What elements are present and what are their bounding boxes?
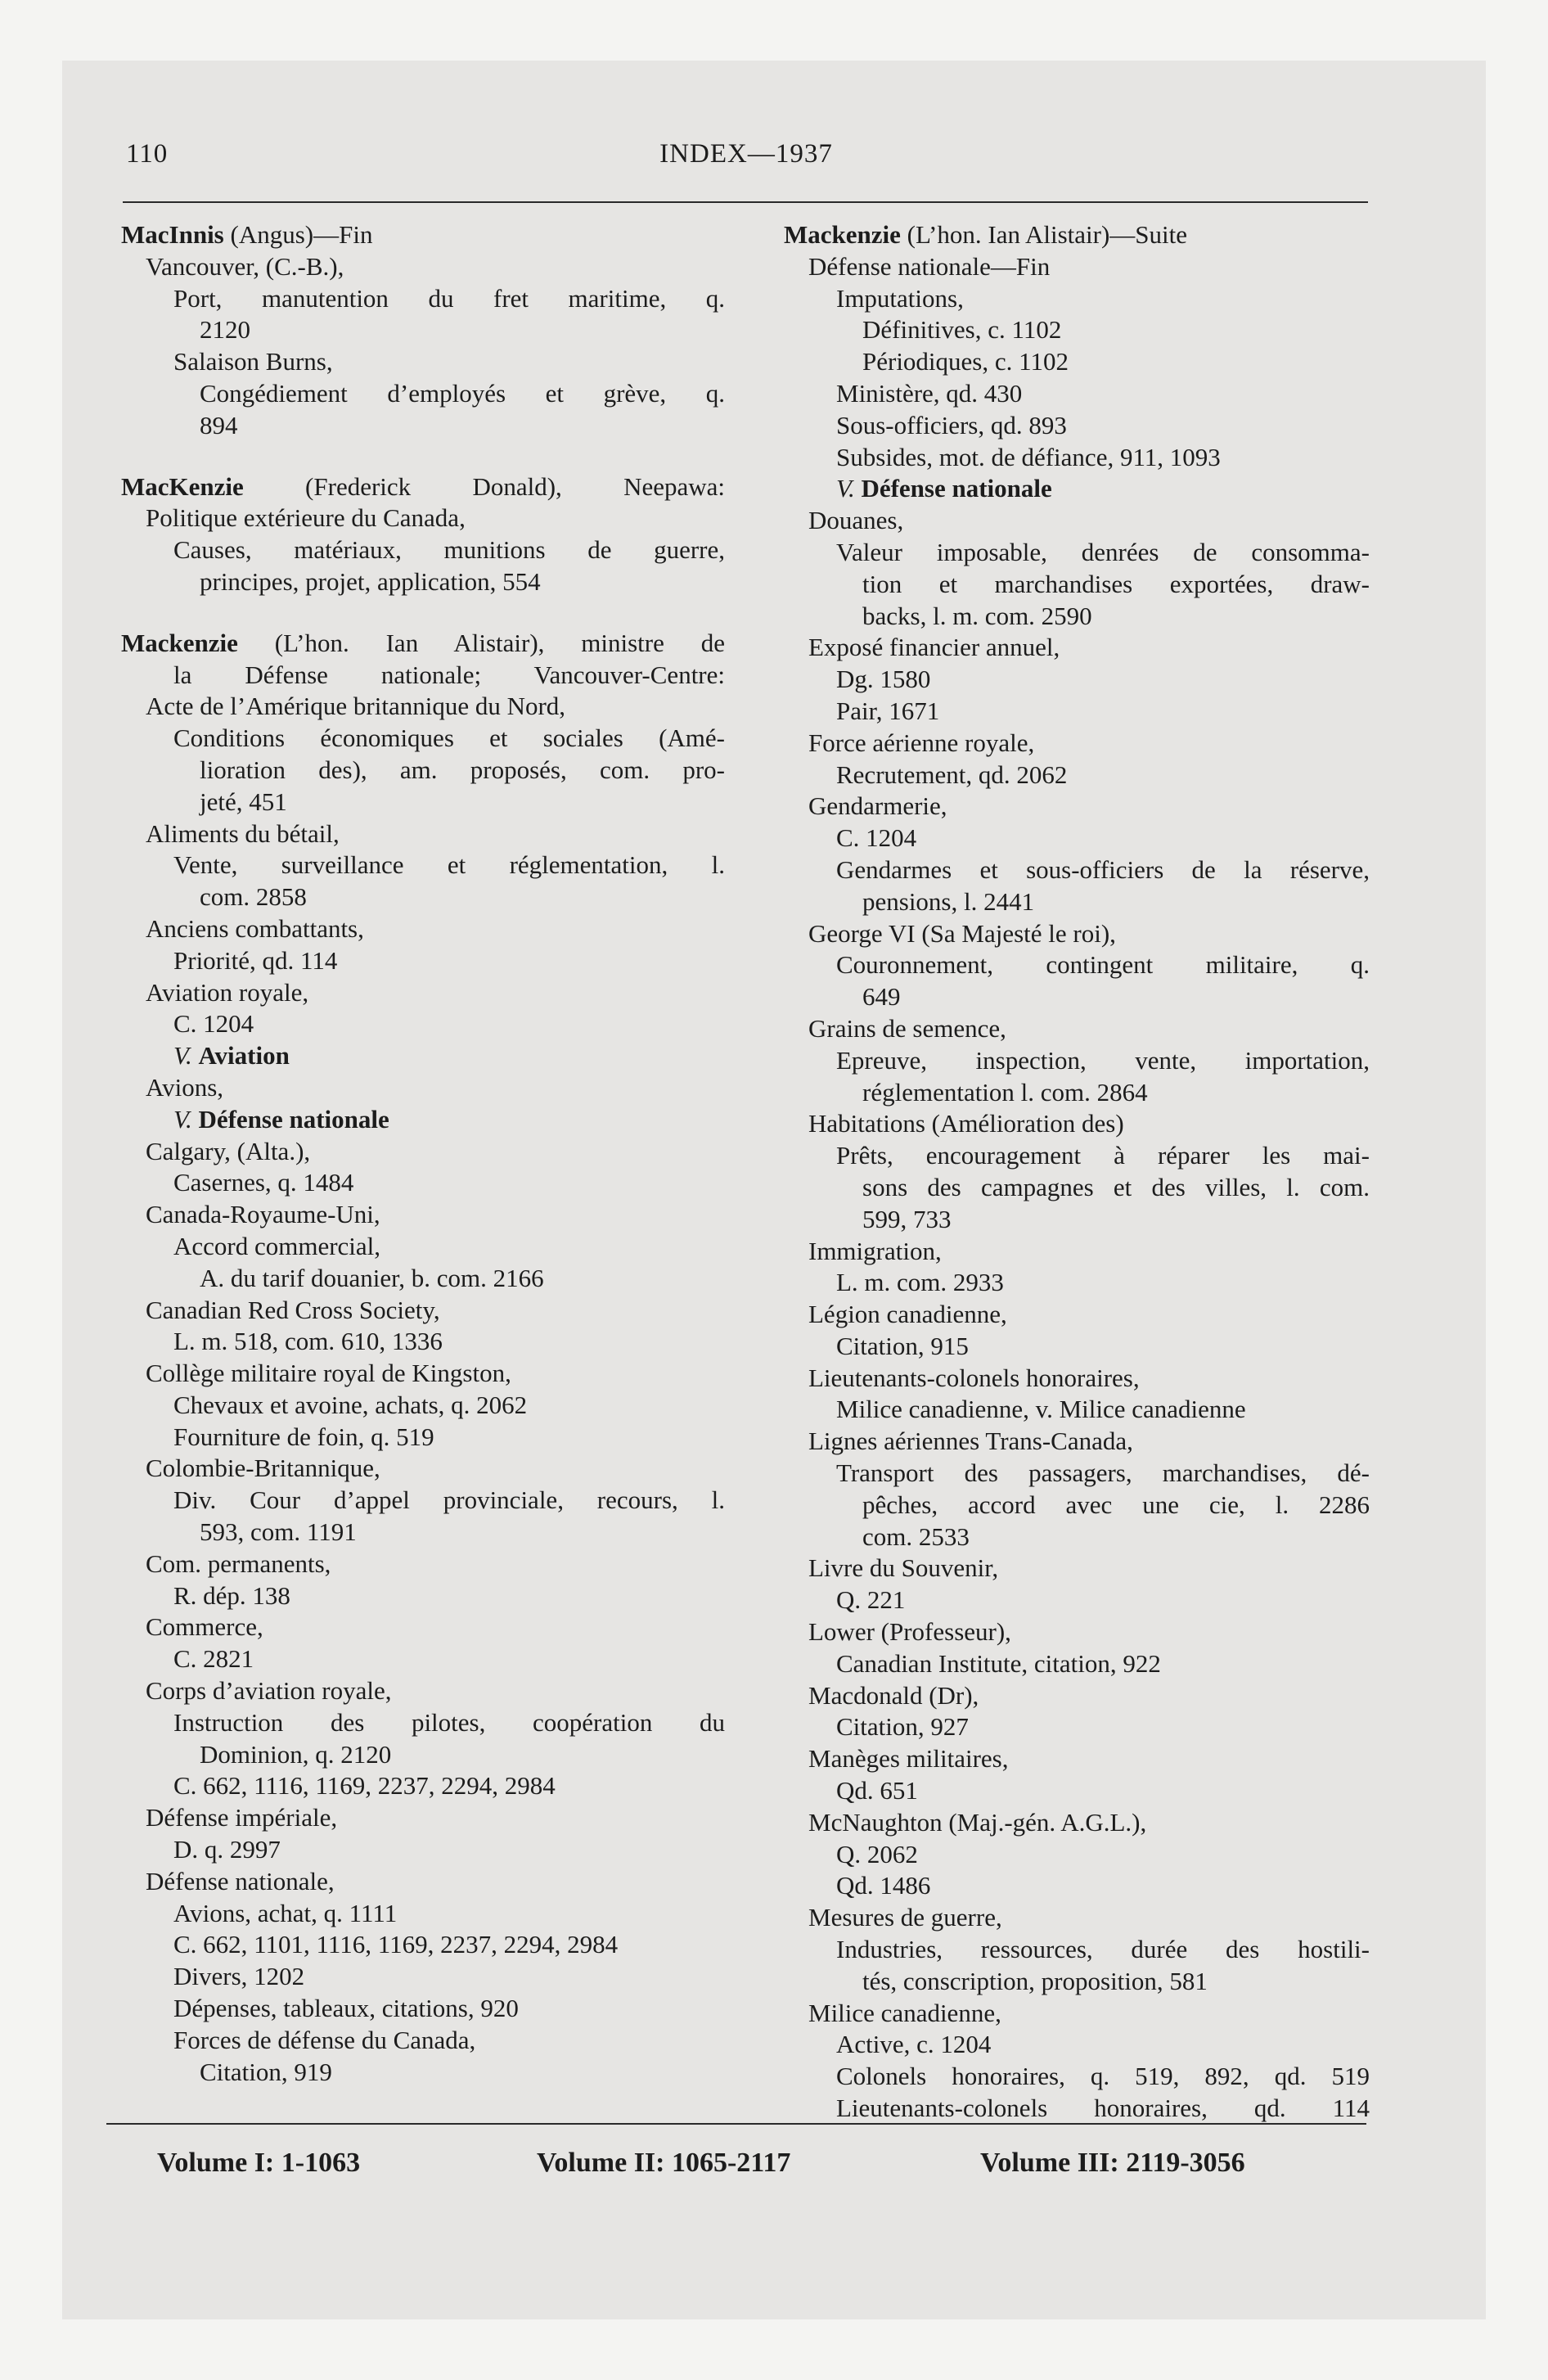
index-line: Epreuve, inspection, vente, importation, [836, 1045, 1370, 1075]
index-line: Q. 2062 [836, 1839, 918, 1868]
index-line: Lieutenants-colonels honoraires, qd. 114 [836, 2094, 1370, 2123]
index-line: MacInnis (Angus)—Fin [121, 220, 373, 249]
index-line: C. 662, 1116, 1169, 2237, 2294, 2984 [173, 1771, 556, 1801]
index-line: principes, projet, application, 554 [200, 566, 541, 596]
index-line: Immigration, [808, 1236, 942, 1265]
index-line: Instruction des pilotes, coopération du [173, 1707, 725, 1737]
index-line: Fourniture de foin, q. 519 [173, 1422, 434, 1451]
index-line: Milice canadienne, [808, 1998, 1001, 2027]
index-line: Couronnement, contingent militaire, q. [836, 950, 1370, 980]
index-line: tés, conscription, proposition, 581 [862, 1966, 1208, 1995]
index-line: Vente, surveillance et réglementation, l. [173, 850, 725, 880]
index-line: Macdonald (Dr), [808, 1680, 979, 1710]
index-line: Salaison Burns, [173, 347, 333, 376]
index-line: L. m. 518, com. 610, 1336 [173, 1327, 443, 1356]
index-line: 894 [200, 410, 238, 439]
page-number: 110 [126, 139, 169, 169]
index-line: C. 662, 1101, 1116, 1169, 2237, 2294, 2984 [173, 1930, 619, 1959]
index-line: Causes, matériaux, munitions de guerre, [173, 535, 725, 565]
index-line: Lieutenants-colonels honoraires, [808, 1363, 1140, 1392]
index-line: Accord commercial, [173, 1231, 381, 1260]
index-line: Transport des passagers, marchandises, dé- [836, 1458, 1370, 1488]
index-line: Avions, achat, q. 1111 [173, 1898, 398, 1927]
index-line: Industries, ressources, durée des hostili- [836, 1935, 1370, 1964]
index-line: McNaughton (Maj.-gén. A.G.L.), [808, 1807, 1147, 1837]
index-line: Habitations (Amélioration des) [808, 1109, 1124, 1138]
index-line: Calgary, (Alta.), [146, 1136, 311, 1165]
index-line: 599, 733 [862, 1204, 952, 1233]
index-line: Q. 221 [836, 1585, 906, 1615]
index-line: Grains de semence, [808, 1013, 1006, 1043]
index-line: sons des campagnes et des villes, l. com. [862, 1172, 1370, 1201]
index-line: Dg. 1580 [836, 665, 931, 694]
index-line: C. 1204 [836, 823, 917, 853]
index-line: Définitives, c. 1102 [862, 315, 1062, 345]
index-line: Valeur imposable, denrées de consomma- [836, 537, 1370, 566]
index-line: Active, c. 1204 [836, 2030, 992, 2059]
index-line: Lower (Professeur), [808, 1617, 1011, 1647]
index-line: Mackenzie (L’hon. Ian Alistair)—Suite [784, 220, 1188, 249]
volume-3-range: Volume III: 2119-3056 [980, 2148, 1245, 2178]
index-line: lioration des), am. proposés, com. pro- [200, 755, 725, 784]
index-line: Citation, 919 [200, 2057, 332, 2086]
index-line: Lignes aériennes Trans-Canada, [808, 1427, 1133, 1456]
index-line: Légion canadienne, [808, 1300, 1007, 1329]
index-line: V. Aviation [173, 1041, 290, 1071]
index-line: Milice canadienne, v. Milice canadienne [836, 1395, 1246, 1424]
index-line: Casernes, q. 1484 [173, 1168, 354, 1197]
index-line: Mackenzie (L’hon. Ian Alistair), ministre de [121, 628, 725, 657]
index-line: tion et marchandises exportées, draw- [862, 569, 1370, 598]
index-line: Défense impériale, [146, 1803, 338, 1832]
index-line: MacKenzie (Frederick Donald), Neepawa: [121, 471, 725, 501]
index-line: V. Défense nationale [173, 1104, 389, 1134]
index-line: Com. permanents, [146, 1548, 331, 1578]
index-line: Anciens combattants, [146, 913, 364, 943]
index-line: backs, l. m. com. 2590 [862, 601, 1092, 630]
index-line: 593, com. 1191 [200, 1517, 357, 1547]
index-line: Conditions économiques et sociales (Amé- [173, 723, 725, 753]
volume-2-range: Volume II: 1065-2117 [537, 2148, 791, 2178]
index-line: Pair, 1671 [836, 696, 940, 725]
index-line: R. dép. 138 [173, 1580, 290, 1610]
index-line: Colombie-Britannique, [146, 1454, 380, 1483]
index-line: Port, manutention du fret maritime, q. [173, 283, 725, 313]
index-line: L. m. com. 2933 [836, 1268, 1004, 1297]
index-line: Qd. 1486 [836, 1871, 931, 1900]
index-line: réglementation l. com. 2864 [862, 1077, 1148, 1107]
index-line: Défense nationale, [146, 1866, 335, 1895]
index-line: Avions, [146, 1072, 224, 1102]
index-line: D. q. 2997 [173, 1835, 281, 1864]
index-line: Ministère, qd. 430 [836, 378, 1023, 408]
index-line: Citation, 927 [836, 1712, 969, 1742]
index-line: Prêts, encouragement à réparer les mai- [836, 1141, 1370, 1170]
index-line: la Défense nationale; Vancouver-Centre: [173, 660, 725, 689]
index-line: jeté, 451 [200, 787, 287, 816]
index-line: Sous-officiers, qd. 893 [836, 410, 1067, 439]
index-line: Canadian Red Cross Society, [146, 1295, 440, 1324]
index-line: Div. Cour d’appel provinciale, recours, l. [173, 1485, 725, 1515]
index-line: Périodiques, c. 1102 [862, 347, 1069, 376]
index-line: Collège militaire royal de Kingston, [146, 1359, 511, 1388]
index-line: Canada-Royaume-Uni, [146, 1200, 380, 1229]
page-header [126, 139, 1366, 185]
volume-ranges-footer [106, 2148, 1366, 2188]
index-line: Exposé financier annuel, [808, 633, 1060, 662]
index-line: pêches, accord avec une cie, l. 2286 [862, 1490, 1370, 1519]
index-line: 649 [862, 982, 901, 1012]
index-line: Chevaux et avoine, achats, q. 2062 [173, 1390, 528, 1419]
index-line: Dominion, q. 2120 [200, 1739, 392, 1769]
index-line: A. du tarif douanier, b. com. 2166 [200, 1263, 544, 1292]
index-line: pensions, l. 2441 [862, 886, 1035, 916]
index-line: Qd. 651 [836, 1776, 918, 1805]
header-rule [123, 201, 1368, 203]
index-line: Force aérienne royale, [808, 728, 1035, 757]
index-column-right [784, 219, 1370, 2125]
index-line: George VI (Sa Majesté le roi), [808, 918, 1116, 948]
index-line: 2120 [200, 315, 250, 345]
index-line: Gendarmerie, [808, 791, 947, 821]
footer-rule [106, 2123, 1366, 2125]
index-line: Aviation royale, [146, 977, 309, 1007]
index-line: Aliments du bétail, [146, 818, 340, 848]
index-line: Corps d’aviation royale, [146, 1676, 392, 1706]
index-line: Colonels honoraires, q. 519, 892, qd. 519 [836, 2062, 1370, 2091]
index-line: Manèges militaires, [808, 1744, 1009, 1774]
index-line: com. 2533 [862, 1521, 970, 1551]
index-line: C. 2821 [173, 1644, 254, 1674]
index-line: Gendarmes et sous-officiers de la réserve, [836, 854, 1370, 884]
index-line: Commerce, [146, 1612, 263, 1642]
index-line: Imputations, [836, 283, 964, 313]
index-line: Subsides, mot. de défiance, 911, 1093 [836, 442, 1221, 471]
index-line: Dépenses, tableaux, citations, 920 [173, 1994, 519, 2023]
index-line: Forces de défense du Canada, [173, 2025, 476, 2054]
index-line: Citation, 915 [836, 1331, 969, 1360]
index-line: com. 2858 [200, 882, 307, 912]
index-line: C. 1204 [173, 1009, 254, 1039]
page-title: INDEX—1937 [659, 139, 833, 169]
index-line: Vancouver, (C.-B.), [146, 251, 344, 281]
index-line: Douanes, [808, 506, 904, 535]
index-line: Priorité, qd. 114 [173, 945, 338, 975]
index-line: Défense nationale—Fin [808, 251, 1051, 281]
index-line: V. Défense nationale [836, 474, 1052, 503]
index-line: Congédiement d’employés et grève, q. [200, 378, 725, 408]
index-line: Canadian Institute, citation, 922 [836, 1648, 1161, 1678]
index-column-left [121, 219, 725, 2088]
volume-1-range: Volume I: 1-1063 [157, 2148, 361, 2178]
index-line: Recrutement, qd. 2062 [836, 760, 1068, 789]
index-line: Acte de l’Amérique britannique du Nord, [146, 692, 566, 721]
index-line: Politique extérieure du Canada, [146, 503, 466, 533]
index-line: Mesures de guerre, [808, 1903, 1002, 1932]
index-line: Divers, 1202 [173, 1962, 305, 1991]
index-line: Livre du Souvenir, [808, 1553, 999, 1583]
